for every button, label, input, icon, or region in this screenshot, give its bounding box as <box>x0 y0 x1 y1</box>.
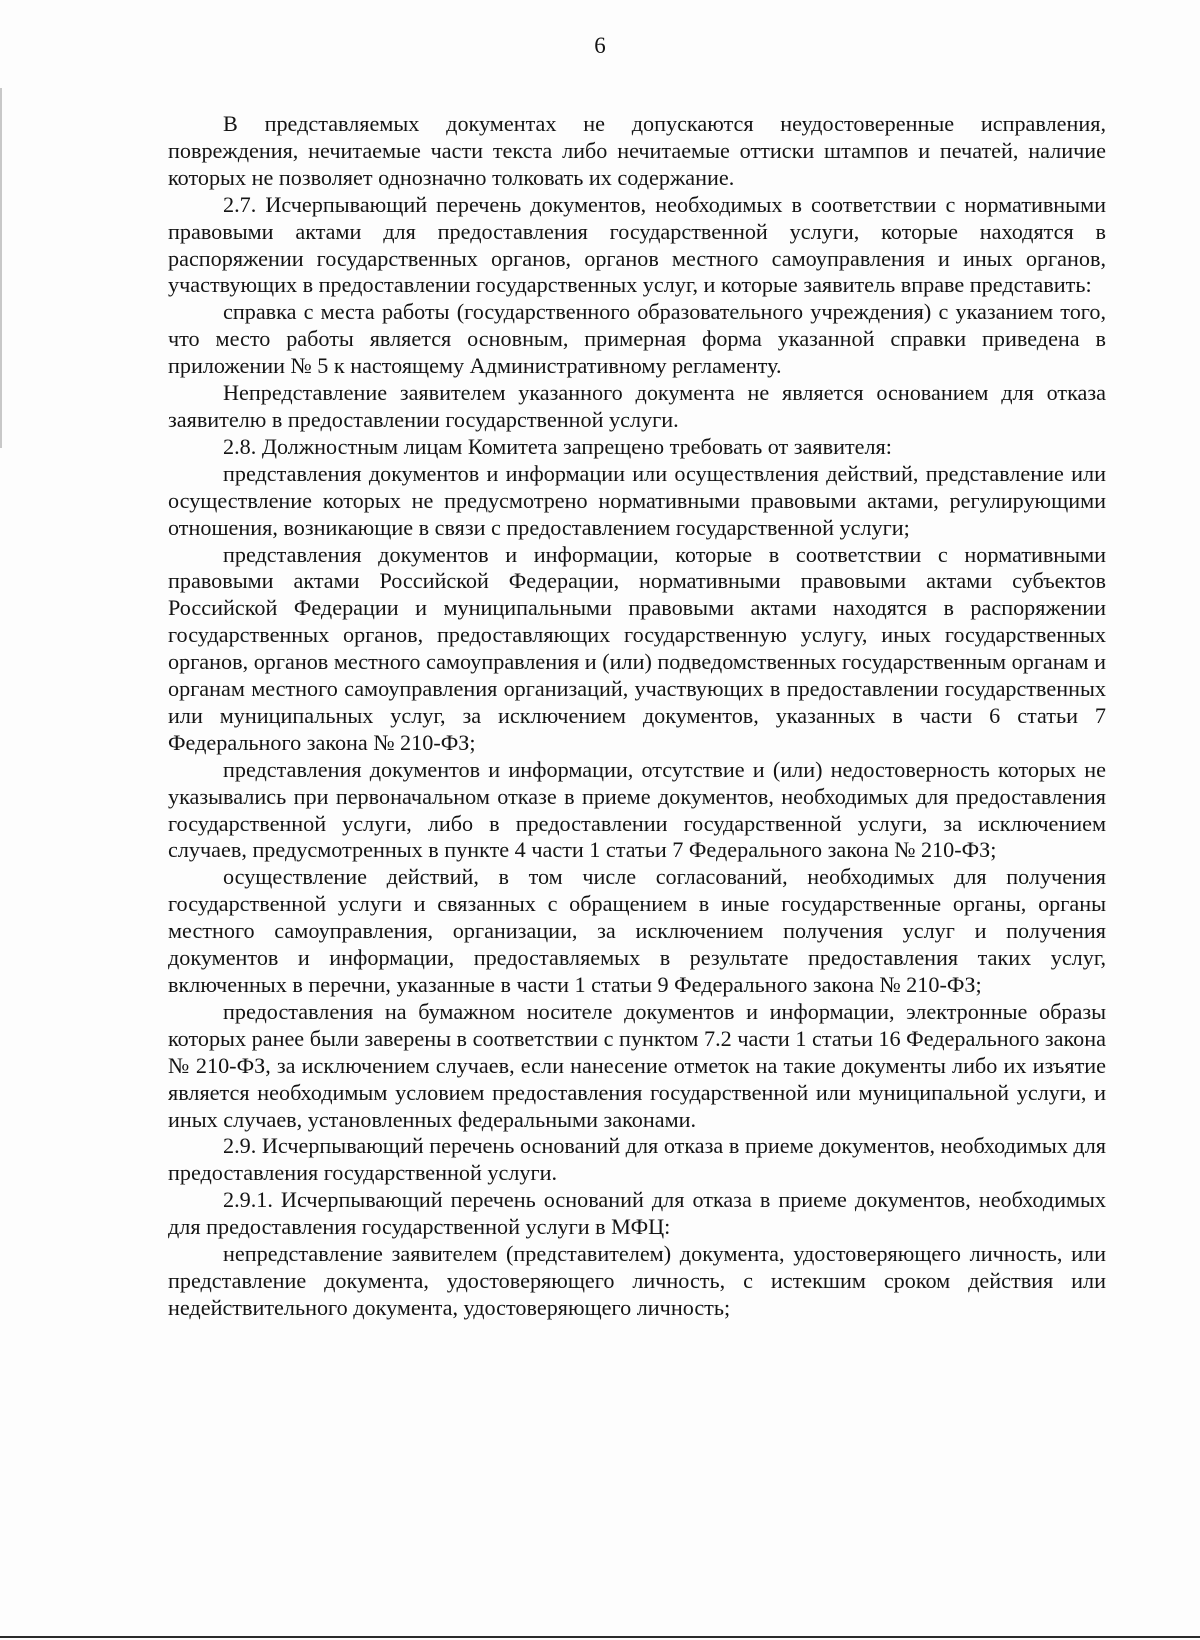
document-body <box>168 111 1106 1322</box>
paragraph-2-7-documents-list: 2.7. Исчерпывающий перечень документов, необходимых в соответствии с нормативными правовыми актами для предоставления государственной услуги, которые находятся в распоряжении государственных органов, органов местного самоуправления и иных органов, участвующих в предоставлении государственных услуг, и которые заявитель вправе представить: <box>168 191 1106 298</box>
paragraph-prohibition-documents-in-possession: представления документов и информации, которые в соответствии с нормативными правовыми актами Российской Федерации, нормативными правовыми актами субъектов Российской Федерации и муниципальными правовыми актами находятся в распоряжении государственных органов, предоставляющих государственную услугу, иных государственных органов, органов местного самоуправления и (или) подведомственных государственным органам и органам местного самоуправления организаций, участвующих в предоставлении государственных или муниципальных услуг, за исключением документов, указанных в части 6 статьи 7 Федерального закона № 210-ФЗ; <box>168 541 1106 755</box>
paragraph-prohibition-approvals: осуществление действий, в том числе согласований, необходимых для получения государственной услуги и связанных с обращением в иные государственные органы, органы местного самоуправления, организации, за исключением получения услуг и получения документов и информации, предоставляемых в результате предоставления таких услуг, включенных в перечни, указанные в части 1 статьи 9 Федерального закона № 210-ФЗ; <box>168 864 1106 997</box>
paragraph-work-certificate: справка с места работы (государственного образовательного учреждения) с указанием того, что место работы является основным, примерная форма указанной справки приведена в приложении № 5 к настоящему Административному регламенту. <box>168 299 1106 379</box>
paragraph-prohibition-missing-documents: представления документов и информации, отсутствие и (или) недостоверность которых не указывались при первоначальном отказе в приеме документов, необходимых для предоставления государственной услуги, либо в предоставлении государственной услуги, за исключением случаев, предусмотренных в пункте 4 части 1 статьи 7 Федерального закона № 210-ФЗ; <box>168 756 1106 863</box>
scan-edge-mark <box>0 88 2 448</box>
paragraph-corrections-not-allowed: В представляемых документах не допускаются неудостоверенные исправления, повреждения, нечитаемые части текста либо нечитаемые оттиски штампов и печатей, наличие которых не позволяет однозначно толковать их содержание. <box>168 111 1106 190</box>
page-number: 6 <box>594 33 606 58</box>
paragraph-prohibition-actions: представления документов и информации или осуществления действий, представление или осуществление которых не предусмотрено нормативными правовыми актами, регулирующими отношения, возникающие в связи с предоставлением государственной услуги; <box>168 460 1106 540</box>
paragraph-non-submission: Непредставление заявителем указанного документа не является основанием для отказа заявителю в предоставлении государственной услуги. <box>168 380 1106 432</box>
paragraph-2-9-refusal-grounds: 2.9. Исчерпывающий перечень оснований для отказа в приеме документов, необходимых для предоставления государственной услуги. <box>168 1133 1106 1186</box>
paragraph-2-8-prohibitions: 2.8. Должностным лицам Комитета запрещено требовать от заявителя: <box>223 433 892 459</box>
paragraph-2-9-1-mfc-refusal-grounds: 2.9.1. Исчерпывающий перечень оснований для отказа в приеме документов, необходимых для предоставления государственной услуги в МФЦ: <box>168 1187 1106 1240</box>
scan-bottom-edge <box>0 1636 1200 1638</box>
paragraph-identity-document: непредставление заявителем (представителем) документа, удостоверяющего личность, или представление документа, удостоверяющего личность, с истекшим сроком действия или недействительного документа, удостоверяющего личность; <box>168 1241 1106 1320</box>
paragraph-prohibition-paper-copies: предоставления на бумажном носителе документов и информации, электронные образы которых ранее были заверены в соответствии с пунктом 7.2 части 1 статьи 16 Федерального закона № 210-ФЗ, за исключением случаев, если нанесение отметок на такие документы либо их изъятие является необходимым условием предоставления государственной или муниципальной услуги, и иных случаев, установленных федеральными законами. <box>168 998 1106 1132</box>
